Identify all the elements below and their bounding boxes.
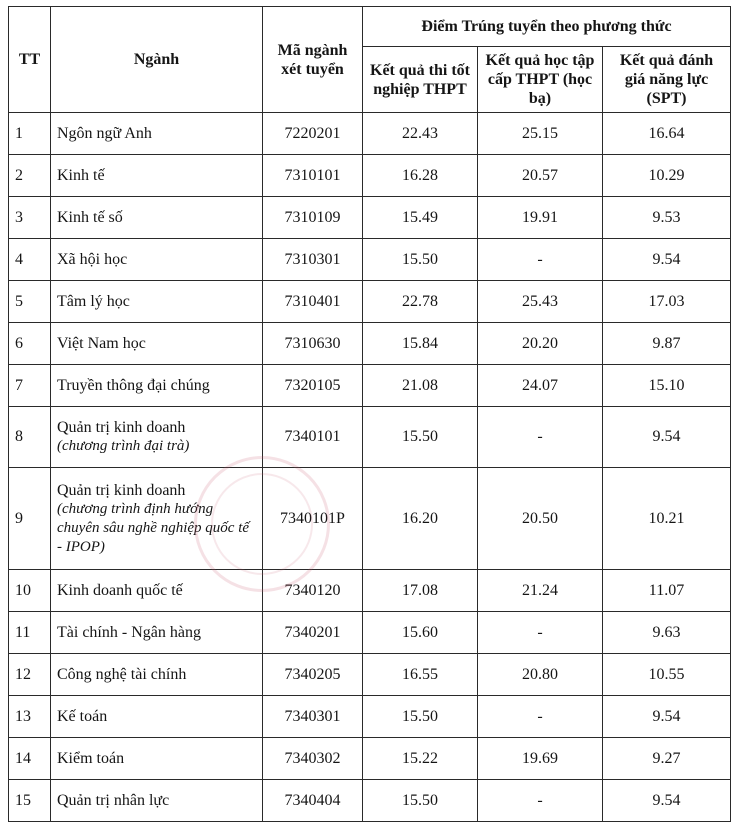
row-number: 3	[9, 197, 51, 239]
score-hocba: 20.50	[478, 468, 603, 570]
table-row	[9, 113, 731, 155]
major-cell	[51, 738, 263, 780]
score-spt: 9.87	[603, 323, 731, 365]
row-number: 5	[9, 281, 51, 323]
score-spt: 17.03	[603, 281, 731, 323]
major-name: Quản trị kinh doanh	[57, 419, 186, 436]
major-name: Tâm lý học	[57, 293, 130, 310]
header-nganh: Ngành	[51, 7, 263, 113]
header-method-group: Điểm Trúng tuyển theo phương thức	[363, 7, 731, 47]
major-cell	[51, 197, 263, 239]
row-number: 9	[9, 468, 51, 570]
score-hocba: 25.15	[478, 113, 603, 155]
header-tt: TT	[9, 7, 51, 113]
major-name: Kiểm toán	[57, 750, 125, 767]
score-thpt: 16.28	[363, 155, 478, 197]
major-cell	[51, 696, 263, 738]
major-cell	[51, 281, 263, 323]
major-name: Truyền thông đại chúng	[57, 377, 210, 394]
major-name: Kinh tế	[57, 167, 105, 184]
header-method-spt: Kết quả đánh giá năng lực (SPT)	[603, 47, 731, 113]
table-row	[9, 323, 731, 365]
score-spt: 10.29	[603, 155, 731, 197]
major-name: Kế toán	[57, 708, 108, 725]
score-spt: 9.27	[603, 738, 731, 780]
major-cell	[51, 780, 263, 822]
score-spt: 11.07	[603, 570, 731, 612]
score-thpt: 16.55	[363, 654, 478, 696]
major-code: 7310109	[263, 197, 363, 239]
score-hocba: 19.69	[478, 738, 603, 780]
major-code: 7310101	[263, 155, 363, 197]
major-name: Xã hội học	[57, 251, 128, 268]
header-ma-nganh: Mã ngành xét tuyển	[263, 7, 363, 113]
major-code: 7310401	[263, 281, 363, 323]
major-code: 7340101	[263, 407, 363, 468]
score-hocba: 20.80	[478, 654, 603, 696]
table-row	[9, 239, 731, 281]
score-spt: 10.21	[603, 468, 731, 570]
major-name: Tài chính - Ngân hàng	[57, 624, 201, 641]
score-thpt: 15.50	[363, 780, 478, 822]
table-row	[9, 155, 731, 197]
row-number: 7	[9, 365, 51, 407]
row-number: 8	[9, 407, 51, 468]
score-thpt: 22.43	[363, 113, 478, 155]
major-cell	[51, 323, 263, 365]
row-number: 10	[9, 570, 51, 612]
major-name: Quản trị nhân lực	[57, 792, 170, 809]
major-cell	[51, 407, 263, 468]
table-row	[9, 696, 731, 738]
major-code: 7340201	[263, 612, 363, 654]
major-note: (chương trình định hướng chuyên sâu nghề nghiệp quốc tế - IPOP)	[57, 500, 250, 555]
row-number: 6	[9, 323, 51, 365]
row-number: 13	[9, 696, 51, 738]
score-thpt: 21.08	[363, 365, 478, 407]
table-row	[9, 570, 731, 612]
score-hocba: 19.91	[478, 197, 603, 239]
row-number: 15	[9, 780, 51, 822]
table-row	[9, 612, 731, 654]
score-hocba: 24.07	[478, 365, 603, 407]
score-hocba: 25.43	[478, 281, 603, 323]
major-code: 7340205	[263, 654, 363, 696]
table-row	[9, 281, 731, 323]
major-name: Quản trị kinh doanh	[57, 481, 186, 499]
score-spt: 16.64	[603, 113, 731, 155]
major-code: 7340404	[263, 780, 363, 822]
major-code: 7310630	[263, 323, 363, 365]
major-cell	[51, 570, 263, 612]
major-cell	[51, 155, 263, 197]
major-name: Công nghệ tài chính	[57, 666, 187, 683]
score-hocba: -	[478, 696, 603, 738]
major-cell	[51, 365, 263, 407]
major-cell	[51, 654, 263, 696]
major-cell	[51, 468, 263, 570]
table-row	[9, 780, 731, 822]
major-name: Kinh doanh quốc tế	[57, 582, 183, 599]
major-code: 7340101P	[263, 468, 363, 570]
score-thpt: 17.08	[363, 570, 478, 612]
row-number: 2	[9, 155, 51, 197]
major-name: Việt Nam học	[57, 335, 146, 352]
major-code: 7340120	[263, 570, 363, 612]
row-number: 1	[9, 113, 51, 155]
major-code: 7320105	[263, 365, 363, 407]
score-thpt: 15.49	[363, 197, 478, 239]
score-thpt: 15.50	[363, 696, 478, 738]
table-row	[9, 365, 731, 407]
score-spt: 9.54	[603, 239, 731, 281]
row-number: 14	[9, 738, 51, 780]
table-row	[9, 654, 731, 696]
header-method-hocba: Kết quả học tập cấp THPT (học bạ)	[478, 47, 603, 113]
table-row	[9, 468, 731, 570]
row-number: 4	[9, 239, 51, 281]
score-thpt: 15.50	[363, 239, 478, 281]
score-thpt: 15.50	[363, 407, 478, 468]
row-number: 11	[9, 612, 51, 654]
score-spt: 9.54	[603, 696, 731, 738]
score-hocba: 21.24	[478, 570, 603, 612]
score-spt: 9.63	[603, 612, 731, 654]
score-spt: 10.55	[603, 654, 731, 696]
admission-scores-document	[8, 6, 730, 818]
major-code: 7340302	[263, 738, 363, 780]
major-name: Kinh tế số	[57, 209, 123, 226]
major-cell	[51, 239, 263, 281]
major-cell	[51, 612, 263, 654]
score-hocba: -	[478, 407, 603, 468]
major-code: 7310301	[263, 239, 363, 281]
score-hocba: 20.57	[478, 155, 603, 197]
score-thpt: 15.60	[363, 612, 478, 654]
score-hocba: -	[478, 239, 603, 281]
header-row-top	[9, 7, 731, 47]
admission-scores-table	[8, 6, 731, 822]
major-name: Ngôn ngữ Anh	[57, 125, 152, 142]
score-thpt: 22.78	[363, 281, 478, 323]
score-spt: 9.54	[603, 780, 731, 822]
major-cell	[51, 113, 263, 155]
table-row	[9, 197, 731, 239]
table-row	[9, 738, 731, 780]
header-method-thpt: Kết quả thi tốt nghiệp THPT	[363, 47, 478, 113]
major-code: 7220201	[263, 113, 363, 155]
score-thpt: 15.84	[363, 323, 478, 365]
major-code: 7340301	[263, 696, 363, 738]
score-spt: 15.10	[603, 365, 731, 407]
score-hocba: -	[478, 612, 603, 654]
score-hocba: -	[478, 780, 603, 822]
score-spt: 9.54	[603, 407, 731, 468]
score-thpt: 15.22	[363, 738, 478, 780]
score-thpt: 16.20	[363, 468, 478, 570]
score-hocba: 20.20	[478, 323, 603, 365]
row-number: 12	[9, 654, 51, 696]
major-note: (chương trình đại trà)	[57, 438, 190, 454]
score-spt: 9.53	[603, 197, 731, 239]
table-row	[9, 407, 731, 468]
